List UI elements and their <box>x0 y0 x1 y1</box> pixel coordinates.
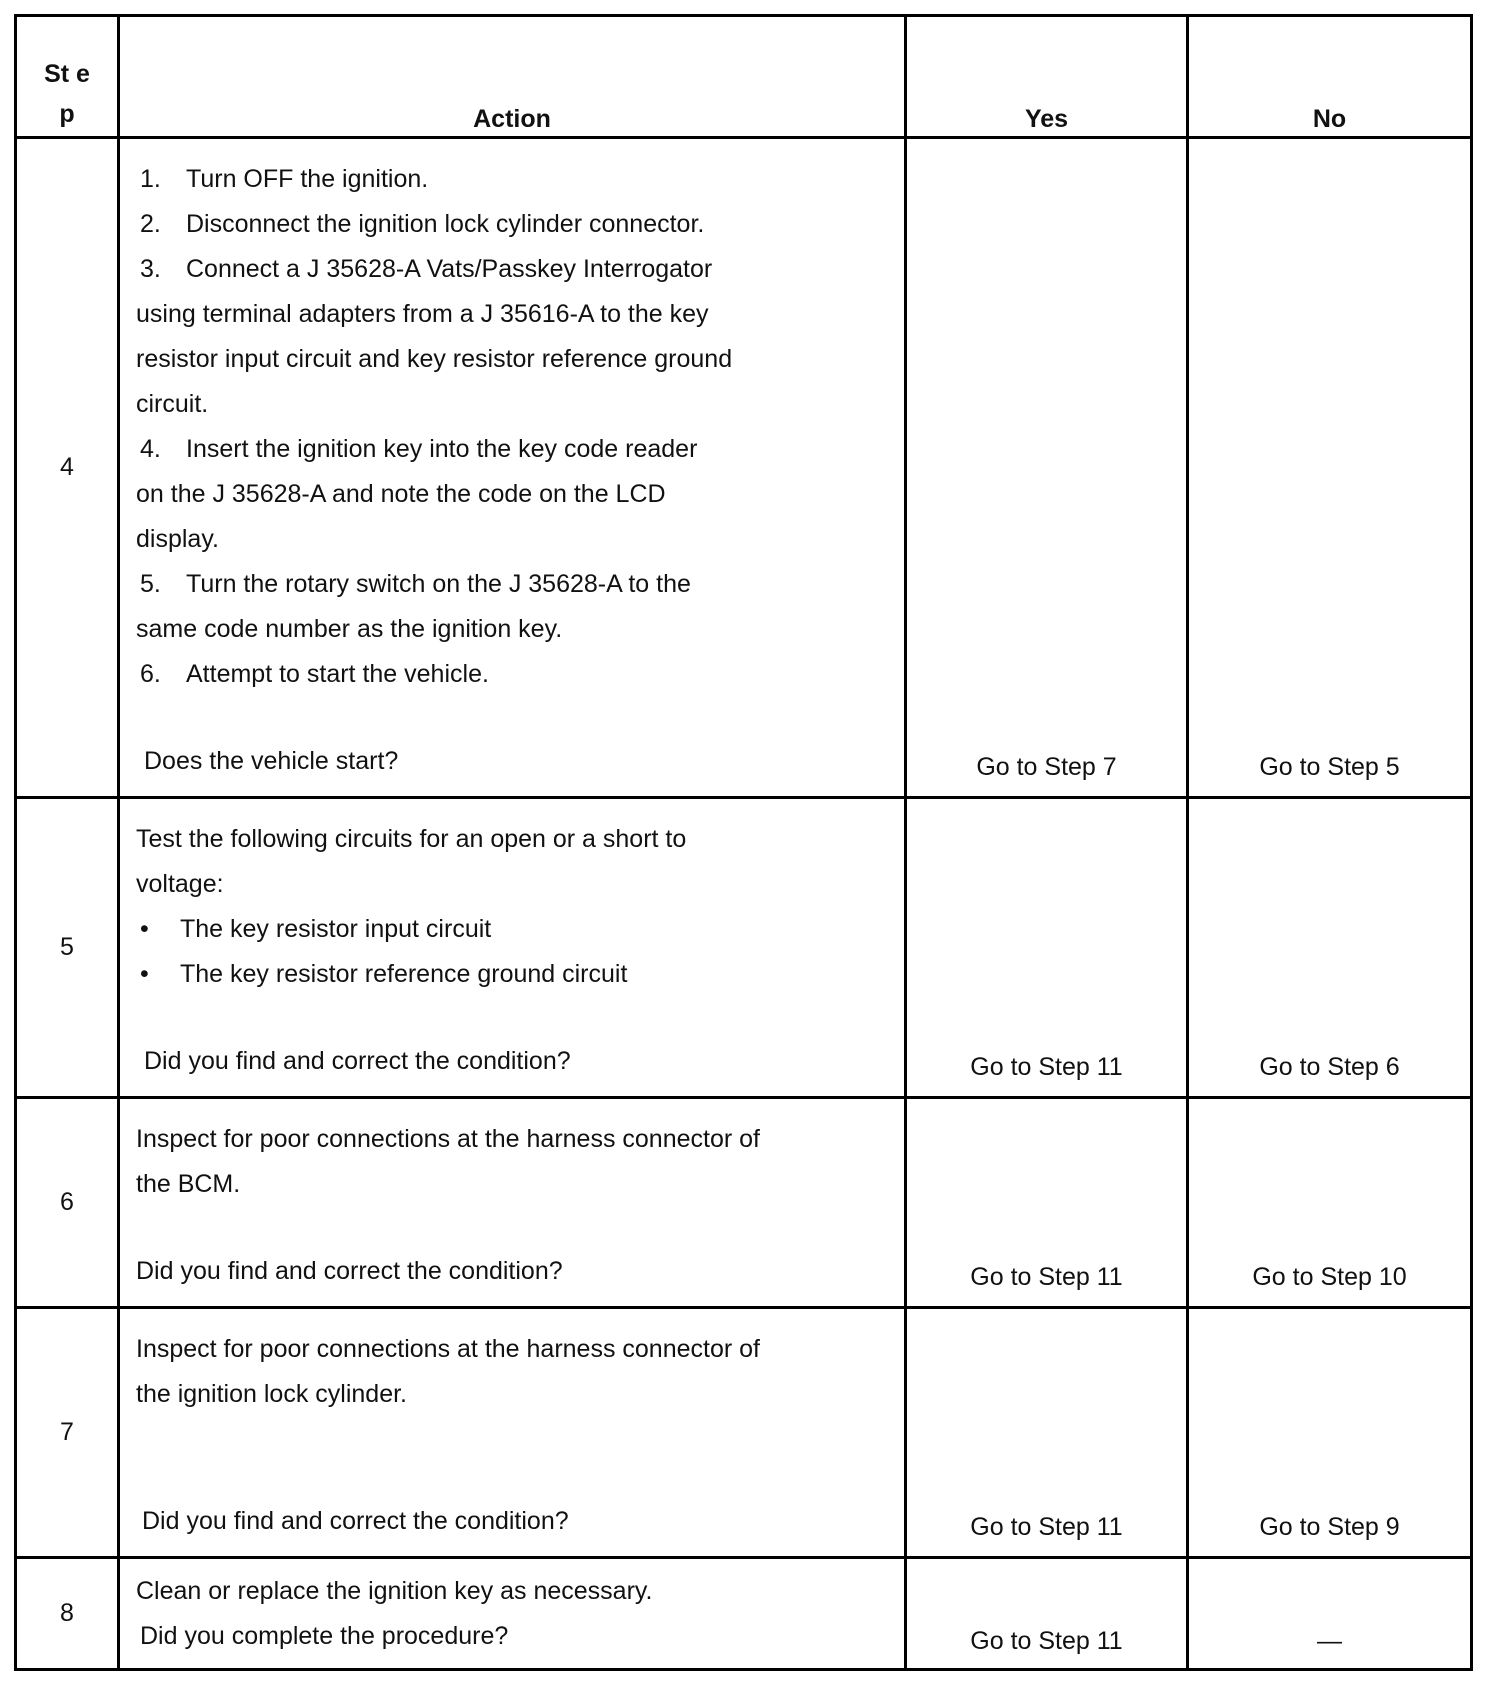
action-line: Inspect for poor connections at the harness connector of <box>136 1125 760 1153</box>
header-no: No <box>1188 16 1472 138</box>
action-line: using terminal adapters from a J 35616-A to the key <box>136 300 709 328</box>
header-row <box>16 16 1472 138</box>
bullet-item: • The key resistor reference ground circuit <box>140 960 628 988</box>
no-cell: Go to Step 6 <box>1188 798 1472 1098</box>
no-cell: — <box>1188 1558 1472 1670</box>
step-number: 8 <box>16 1558 119 1670</box>
header-action: Action <box>119 16 906 138</box>
action-line: same code number as the ignition key. <box>136 615 563 643</box>
diagnostic-table <box>14 14 1473 1671</box>
header-step-label: St ep <box>44 60 90 128</box>
yes-cell: Go to Step 11 <box>906 1308 1188 1558</box>
header-yes: Yes <box>906 16 1188 138</box>
action-line: resistor input circuit and key resistor reference ground <box>136 345 733 373</box>
action-line: 5. Turn the rotary switch on the J 35628-A to the <box>140 570 691 598</box>
action-line: 2. Disconnect the ignition lock cylinder connector. <box>140 210 705 238</box>
yes-cell: Go to Step 11 <box>906 1098 1188 1308</box>
action-question: Does the vehicle start? <box>144 747 399 775</box>
step-number: 4 <box>16 138 119 798</box>
action-line: display. <box>136 525 219 553</box>
action-question: Did you find and correct the condition? <box>142 1507 569 1535</box>
no-cell: Go to Step 5 <box>1188 138 1472 798</box>
table-row <box>16 1098 1472 1308</box>
action-line: 1. Turn OFF the ignition. <box>140 165 429 193</box>
action-cell <box>119 138 906 798</box>
action-line: the BCM. <box>136 1170 241 1198</box>
action-line: Inspect for poor connections at the harness connector of <box>136 1335 760 1363</box>
action-line: Clean or replace the ignition key as necessary. <box>136 1577 653 1605</box>
yes-cell: Go to Step 11 <box>906 798 1188 1098</box>
action-line: 6. Attempt to start the vehicle. <box>140 660 489 688</box>
action-line: 3. Connect a J 35628-A Vats/Passkey Interrogator <box>140 255 713 283</box>
action-cell <box>119 1308 906 1558</box>
action-line: circuit. <box>136 390 209 418</box>
no-cell: Go to Step 9 <box>1188 1308 1472 1558</box>
action-line: Test the following circuits for an open or a short to <box>136 825 687 853</box>
action-cell <box>119 1558 906 1670</box>
action-line: voltage: <box>136 870 224 898</box>
bullet-item: • The key resistor input circuit <box>140 915 492 943</box>
yes-cell: Go to Step 11 <box>906 1558 1188 1670</box>
action-line: the ignition lock cylinder. <box>136 1380 407 1408</box>
action-cell <box>119 798 906 1098</box>
action-question: Did you find and correct the condition? <box>144 1047 571 1075</box>
table-row <box>16 138 1472 798</box>
action-cell <box>119 1098 906 1308</box>
step-number: 6 <box>16 1098 119 1308</box>
no-cell: Go to Step 10 <box>1188 1098 1472 1308</box>
table-row <box>16 798 1472 1098</box>
action-line: 4. Insert the ignition key into the key code reader <box>140 435 698 463</box>
step-number: 5 <box>16 798 119 1098</box>
action-line: on the J 35628-A and note the code on the LCD <box>136 480 666 508</box>
action-question: Did you complete the procedure? <box>140 1622 509 1650</box>
step-number: 7 <box>16 1308 119 1558</box>
yes-cell: Go to Step 7 <box>906 138 1188 798</box>
table-row <box>16 1558 1472 1670</box>
header-step <box>16 16 119 138</box>
table-row <box>16 1308 1472 1558</box>
action-question: Did you find and correct the condition? <box>136 1257 563 1285</box>
